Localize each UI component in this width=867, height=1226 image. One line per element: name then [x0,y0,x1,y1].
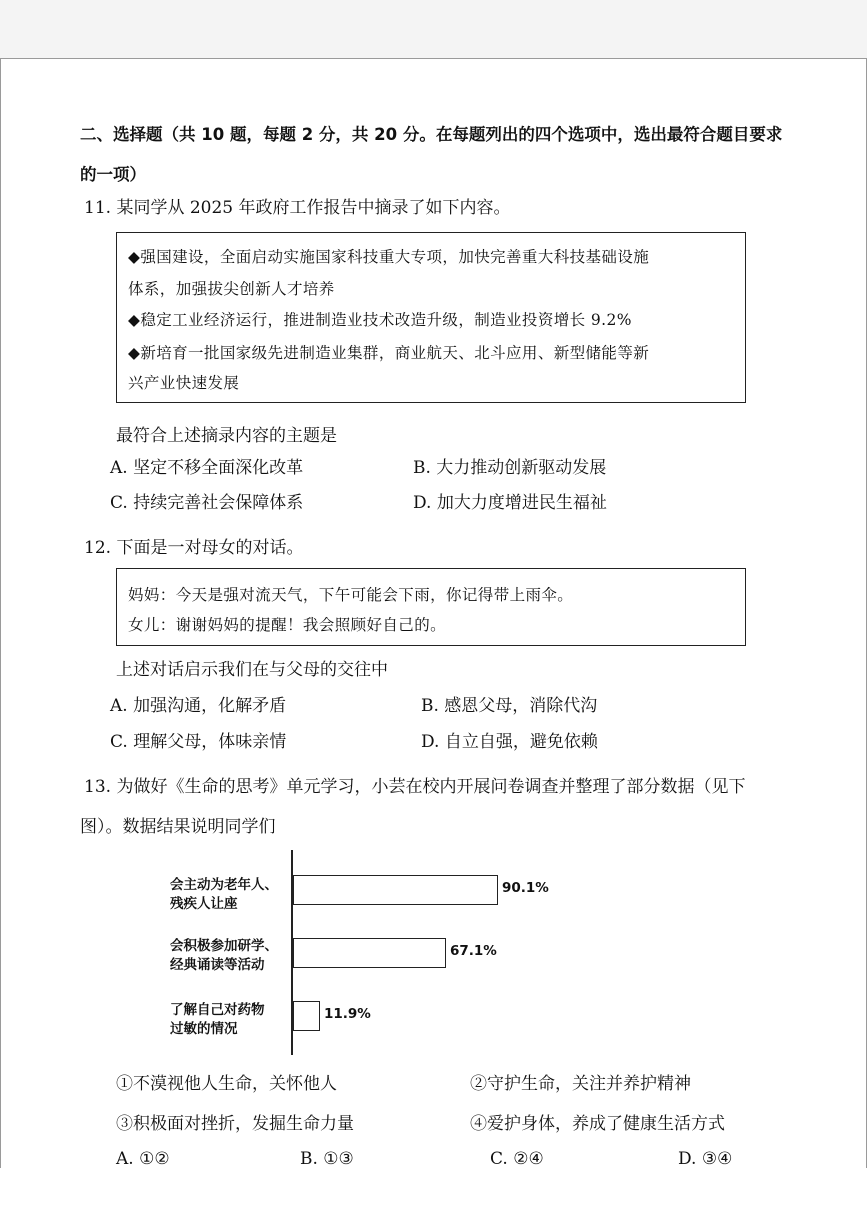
category-label: 经典诵读等活动 [170,957,265,973]
q13-stem-line1: 13. 为做好《生命的思考》单元学习，小芸在校内开展问卷调查并整理了部分数据（见下 [84,777,746,797]
q11-excerpt-line: ◆稳定工业经济运行，推进制造业技术改造升级，制造业投资增长 9.2% [128,311,632,329]
q12-dialogue-line: 女儿：谢谢妈妈的提醒！我会照顾好自己的。 [128,616,447,634]
q11-excerpt-line: ◆强国建设，全面启动实施国家科技重大专项，加快完善重大科技基础设施 [128,248,650,266]
q11-question: 最符合上述摘录内容的主题是 [116,426,337,446]
section-heading-line2: 的一项） [80,165,146,184]
q13-statement-3: ③积极面对挫折，发掘生命力量 [116,1114,354,1134]
q12-option-a: A. 加强沟通，化解矛盾 [110,696,287,716]
q13-option-d: D. ③④ [678,1149,733,1169]
category-label: 了解自己对药物 [170,1002,265,1018]
page-top-margin [0,0,867,58]
category-label: 会积极参加研学、 [170,938,278,954]
data-label: 90.1% [502,880,549,896]
q11-stem: 11. 某同学从 2025 年政府工作报告中摘录了如下内容。 [84,198,511,218]
q11-option-a: A. 坚定不移全面深化改革 [110,458,304,478]
q13-option-c: C. ②④ [490,1149,544,1169]
q13-statement-4: ④爱护身体，养成了健康生活方式 [470,1114,725,1134]
page-frame-left [0,58,1,1168]
q13-statement-1: ①不漠视他人生命，关怀他人 [116,1074,337,1094]
survey-bar-chart [160,850,580,1055]
q12-stem: 12. 下面是一对母女的对话。 [84,538,304,558]
q11-option-d: D. 加大力度增进民生福祉 [413,493,607,513]
q11-excerpt-line: 体系，加强拔尖创新人才培养 [128,280,335,298]
section-heading-line1: 二、选择题（共 10 题，每题 2 分，共 20 分。在每题列出的四个选项中，选出最符合题目要求 [80,125,783,144]
q12-dialogue-line: 妈妈：今天是强对流天气，下午可能会下雨，你记得带上雨伞。 [128,586,574,604]
q12-option-b: B. 感恩父母，消除代沟 [421,696,598,716]
q12-option-d: D. 自立自强，避免依赖 [421,732,598,752]
q13-stem-line2: 图）。数据结果说明同学们 [80,817,276,837]
bar [293,875,498,905]
data-label: 11.9% [324,1006,371,1022]
bar [293,1001,320,1031]
q11-excerpt-line: 兴产业快速发展 [128,374,240,392]
q11-excerpt-box [116,232,746,403]
page-frame-top [0,58,867,59]
q12-option-c: C. 理解父母，体味亲情 [110,732,287,752]
category-label: 残疾人让座 [170,896,238,912]
q11-option-c: C. 持续完善社会保障体系 [110,493,304,513]
q13-option-a: A. ①② [116,1149,170,1169]
q11-option-b: B. 大力推动创新驱动发展 [413,458,607,478]
q13-statement-2: ②守护生命，关注并养护精神 [470,1074,691,1094]
data-label: 67.1% [450,943,497,959]
q11-excerpt-line: ◆新培育一批国家级先进制造业集群，商业航天、北斗应用、新型储能等新 [128,344,650,362]
q12-dialogue-box [116,568,746,646]
q12-question: 上述对话启示我们在与父母的交往中 [116,660,388,680]
bar [293,938,446,968]
category-label: 过敏的情况 [170,1021,238,1037]
q13-option-b: B. ①③ [300,1149,354,1169]
category-label: 会主动为老年人、 [170,877,278,893]
